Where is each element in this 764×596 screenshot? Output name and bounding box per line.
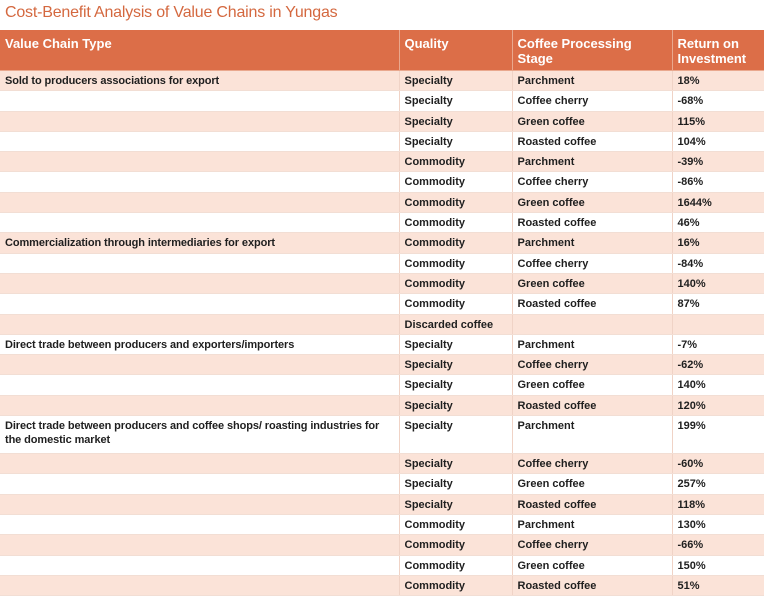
header-value-chain-type: Value Chain Type (0, 30, 399, 71)
cell-roi: -60% (672, 454, 764, 474)
cell-quality: Discarded coffee (399, 314, 512, 334)
cell-value-chain (0, 454, 399, 474)
table-row (0, 416, 764, 454)
cell-stage: Coffee cherry (512, 535, 672, 555)
cell-stage: Green coffee (512, 555, 672, 575)
cell-value-chain: Commercialization through intermediaries for export (0, 233, 399, 253)
cell-roi: -39% (672, 152, 764, 172)
cell-value-chain (0, 152, 399, 172)
cell-roi: 120% (672, 395, 764, 415)
header-roi: Return on Investment (672, 30, 764, 71)
cell-roi: 130% (672, 514, 764, 534)
cell-roi: -62% (672, 355, 764, 375)
cell-roi: 118% (672, 494, 764, 514)
table-header (0, 30, 764, 71)
cell-stage: Parchment (512, 71, 672, 91)
cell-quality: Commodity (399, 213, 512, 233)
table-row (0, 494, 764, 514)
table-row (0, 131, 764, 151)
cell-stage: Green coffee (512, 375, 672, 395)
cell-quality: Specialty (399, 91, 512, 111)
cell-roi: 257% (672, 474, 764, 494)
cell-roi: 16% (672, 233, 764, 253)
table-row (0, 152, 764, 172)
cell-value-chain: Direct trade between producers and exporters/importers (0, 334, 399, 354)
cell-quality: Specialty (399, 375, 512, 395)
cell-value-chain (0, 131, 399, 151)
cell-roi: -84% (672, 253, 764, 273)
cell-roi: 87% (672, 294, 764, 314)
cell-value-chain (0, 555, 399, 575)
cell-roi: 199% (672, 416, 764, 454)
cell-roi: 18% (672, 71, 764, 91)
cell-value-chain (0, 535, 399, 555)
cell-stage: Coffee cherry (512, 253, 672, 273)
cell-quality: Commodity (399, 294, 512, 314)
table-row (0, 213, 764, 233)
cell-roi: -66% (672, 535, 764, 555)
cell-stage (512, 314, 672, 334)
cell-value-chain (0, 474, 399, 494)
table-row (0, 375, 764, 395)
table-row (0, 253, 764, 273)
table-row (0, 91, 764, 111)
cell-roi: 104% (672, 131, 764, 151)
cell-roi: -68% (672, 91, 764, 111)
cell-stage: Coffee cherry (512, 91, 672, 111)
cell-quality: Commodity (399, 273, 512, 293)
table-row (0, 454, 764, 474)
cell-quality: Specialty (399, 395, 512, 415)
cell-roi: 115% (672, 111, 764, 131)
table-row (0, 355, 764, 375)
table-row (0, 575, 764, 595)
table-row (0, 233, 764, 253)
cell-quality: Specialty (399, 474, 512, 494)
cell-value-chain (0, 575, 399, 595)
cell-stage: Roasted coffee (512, 395, 672, 415)
cell-quality: Specialty (399, 355, 512, 375)
cell-quality: Specialty (399, 131, 512, 151)
cell-stage: Parchment (512, 233, 672, 253)
cell-quality: Commodity (399, 152, 512, 172)
cell-quality: Commodity (399, 172, 512, 192)
cell-quality: Specialty (399, 454, 512, 474)
table-row (0, 192, 764, 212)
cell-value-chain (0, 395, 399, 415)
cell-value-chain (0, 355, 399, 375)
table-row (0, 71, 764, 91)
cell-value-chain (0, 314, 399, 334)
table-row (0, 535, 764, 555)
header-processing-stage: Coffee Processing Stage (512, 30, 672, 71)
cell-value-chain (0, 494, 399, 514)
table-row (0, 334, 764, 354)
cell-value-chain: Sold to producers associations for export (0, 71, 399, 91)
table-row (0, 395, 764, 415)
cell-stage: Roasted coffee (512, 494, 672, 514)
cell-roi (672, 314, 764, 334)
cell-stage: Coffee cherry (512, 454, 672, 474)
cell-value-chain (0, 514, 399, 534)
cell-quality: Specialty (399, 416, 512, 454)
cell-stage: Roasted coffee (512, 294, 672, 314)
cell-value-chain (0, 172, 399, 192)
cell-quality: Commodity (399, 575, 512, 595)
cell-value-chain (0, 375, 399, 395)
table-row (0, 314, 764, 334)
cell-stage: Parchment (512, 152, 672, 172)
cell-stage: Parchment (512, 514, 672, 534)
cell-value-chain: Direct trade between producers and coffee shops/ roasting industries for the domestic market (0, 416, 399, 454)
cell-quality: Commodity (399, 253, 512, 273)
cell-stage: Coffee cherry (512, 172, 672, 192)
cell-roi: 150% (672, 555, 764, 575)
cell-value-chain (0, 111, 399, 131)
cell-stage: Roasted coffee (512, 575, 672, 595)
cell-value-chain (0, 253, 399, 273)
cell-quality: Specialty (399, 334, 512, 354)
cell-value-chain (0, 91, 399, 111)
cell-roi: -7% (672, 334, 764, 354)
cell-stage: Parchment (512, 334, 672, 354)
table-row (0, 111, 764, 131)
cell-value-chain (0, 273, 399, 293)
cell-value-chain (0, 192, 399, 212)
data-table (0, 30, 764, 596)
table-row (0, 514, 764, 534)
cell-stage: Coffee cherry (512, 355, 672, 375)
cell-roi: -86% (672, 172, 764, 192)
cell-quality: Commodity (399, 535, 512, 555)
cell-stage: Green coffee (512, 474, 672, 494)
cell-quality: Commodity (399, 555, 512, 575)
cell-stage: Roasted coffee (512, 213, 672, 233)
cell-stage: Green coffee (512, 192, 672, 212)
cell-roi: 1644% (672, 192, 764, 212)
table-body (0, 71, 764, 596)
cell-quality: Commodity (399, 192, 512, 212)
cell-roi: 46% (672, 213, 764, 233)
cell-roi: 140% (672, 273, 764, 293)
cell-stage: Parchment (512, 416, 672, 454)
page-title: Cost-Benefit Analysis of Value Chains in Yungas (5, 4, 338, 21)
cell-value-chain (0, 294, 399, 314)
cell-quality: Specialty (399, 71, 512, 91)
cell-quality: Specialty (399, 111, 512, 131)
header-row (0, 30, 764, 71)
cell-roi: 140% (672, 375, 764, 395)
cell-stage: Green coffee (512, 273, 672, 293)
header-quality: Quality (399, 30, 512, 71)
table-row (0, 555, 764, 575)
cell-quality: Specialty (399, 494, 512, 514)
cell-stage: Green coffee (512, 111, 672, 131)
table-row (0, 474, 764, 494)
table-row (0, 294, 764, 314)
cell-stage: Roasted coffee (512, 131, 672, 151)
table-row (0, 273, 764, 293)
cell-value-chain (0, 213, 399, 233)
table-row (0, 172, 764, 192)
cell-roi: 51% (672, 575, 764, 595)
cell-quality: Commodity (399, 514, 512, 534)
cell-quality: Commodity (399, 233, 512, 253)
